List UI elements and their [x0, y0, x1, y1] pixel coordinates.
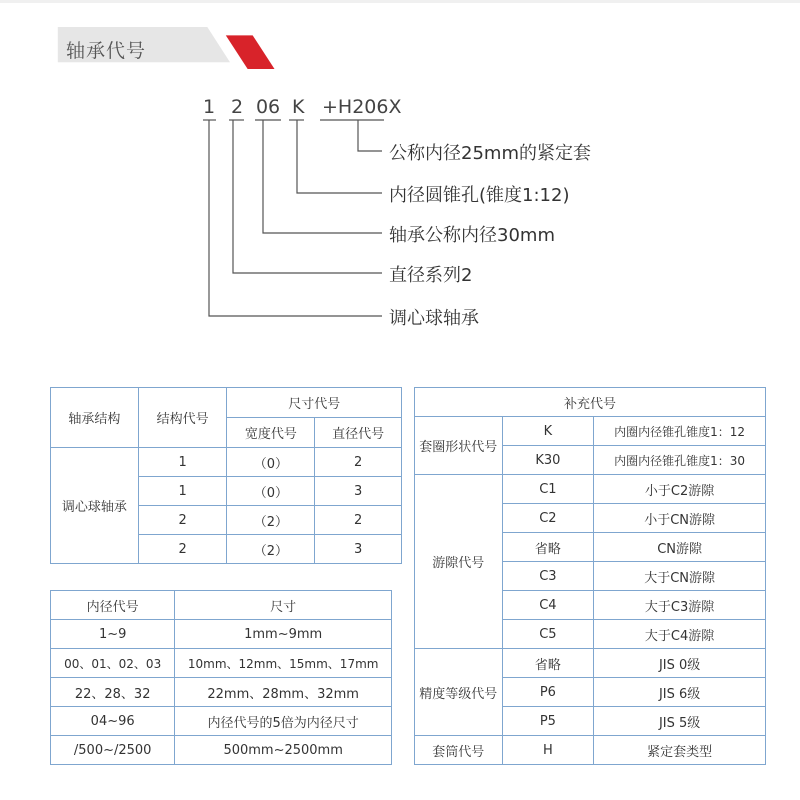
- table-cell: P6: [502, 678, 594, 707]
- table-cell: 小于C2游隙: [594, 475, 766, 504]
- desc-bore-diameter: 轴承公称内径30mm: [389, 225, 555, 246]
- group-ring-shape: 套圈形状代号: [415, 417, 503, 475]
- table-cell: 紧定套类型: [594, 736, 766, 765]
- table-cell: C1: [502, 475, 594, 504]
- table-cell: 2: [315, 448, 402, 477]
- table-cell: 04~96: [51, 707, 175, 736]
- code-leader-lines: [0, 0, 800, 340]
- table-cell: H: [502, 736, 594, 765]
- header-structure-code: 结构代号: [138, 388, 227, 448]
- table-cell: P5: [502, 707, 594, 736]
- table-cell: 2: [315, 506, 402, 535]
- table-cell: K30: [502, 446, 594, 475]
- code-digit-bore-2: 6: [268, 96, 281, 118]
- table-cell: 小于CN游隙: [594, 504, 766, 533]
- table-cell: JIS 0级: [594, 649, 766, 678]
- table-cell: C3: [502, 562, 594, 591]
- header-width-code: 宽度代号: [227, 418, 315, 448]
- group-precision: 精度等级代号: [415, 649, 503, 736]
- header-bearing-structure: 轴承结构: [51, 388, 139, 448]
- table-cell: 10mm、12mm、15mm、17mm: [175, 649, 392, 678]
- structure-table: [50, 387, 402, 564]
- code-digit-type: 1: [203, 96, 216, 118]
- table-cell: 内圈内径锥孔锥度1：30: [594, 446, 766, 475]
- code-digit-bore-1: 0: [256, 96, 269, 118]
- header-diameter-code: 直径代号: [315, 418, 402, 448]
- desc-taper-bore: 内径圆锥孔(锥度1:12): [389, 185, 570, 206]
- table-cell: 内径代号的5倍为内径尺寸: [175, 707, 392, 736]
- group-sleeve: 套筒代号: [415, 736, 503, 765]
- table-cell: 1~9: [51, 620, 175, 649]
- table-cell: C5: [502, 620, 594, 649]
- table-cell: CN游隙: [594, 533, 766, 562]
- header-dimension-code: 尺寸代号: [227, 388, 402, 418]
- table-cell: 22mm、28mm、32mm: [175, 678, 392, 707]
- table-cell: 22、28、32: [51, 678, 175, 707]
- table-cell: 1: [138, 477, 227, 506]
- table-cell: （0）: [227, 448, 315, 477]
- header-bore-code: 内径代号: [51, 591, 175, 620]
- table-cell: 00、01、02、03: [51, 649, 175, 678]
- table-cell: 3: [315, 535, 402, 564]
- section-title: 轴承代号: [66, 40, 147, 62]
- code-digit-series: 2: [231, 96, 244, 118]
- header-size: 尺寸: [175, 591, 392, 620]
- table-cell: 内圈内径锥孔锥度1：12: [594, 417, 766, 446]
- desc-sleeve: 公称内径25mm的紧定套: [389, 143, 591, 164]
- desc-bearing-type: 调心球轴承: [389, 308, 479, 329]
- table-cell: 2: [138, 535, 227, 564]
- table-cell: C2: [502, 504, 594, 533]
- table-cell: 大于CN游隙: [594, 562, 766, 591]
- table-cell: C4: [502, 591, 594, 620]
- bore-table: [50, 590, 392, 765]
- table-cell: （0）: [227, 477, 315, 506]
- table-cell: 省略: [502, 533, 594, 562]
- table-cell: JIS 6级: [594, 678, 766, 707]
- table-cell: 500mm~2500mm: [175, 736, 392, 765]
- table-cell: 省略: [502, 649, 594, 678]
- desc-diameter-series: 直径系列2: [389, 265, 473, 286]
- table-cell: 大于C4游隙: [594, 620, 766, 649]
- supplement-title: 补充代号: [415, 388, 766, 417]
- code-suffix-k: K: [292, 96, 305, 118]
- code-suffix-h206x: +H206X: [322, 96, 402, 118]
- supplement-table: [414, 387, 766, 765]
- table-cell: 3: [315, 477, 402, 506]
- table-cell: 1mm~9mm: [175, 620, 392, 649]
- table-cell: K: [502, 417, 594, 446]
- table-cell: JIS 5级: [594, 707, 766, 736]
- table-cell: 大于C3游隙: [594, 591, 766, 620]
- table-cell: 1: [138, 448, 227, 477]
- bearing-type-cell: 调心球轴承: [51, 448, 139, 564]
- group-clearance: 游隙代号: [415, 475, 503, 649]
- table-cell: 2: [138, 506, 227, 535]
- table-cell: /500~/2500: [51, 736, 175, 765]
- table-cell: （2）: [227, 506, 315, 535]
- table-cell: （2）: [227, 535, 315, 564]
